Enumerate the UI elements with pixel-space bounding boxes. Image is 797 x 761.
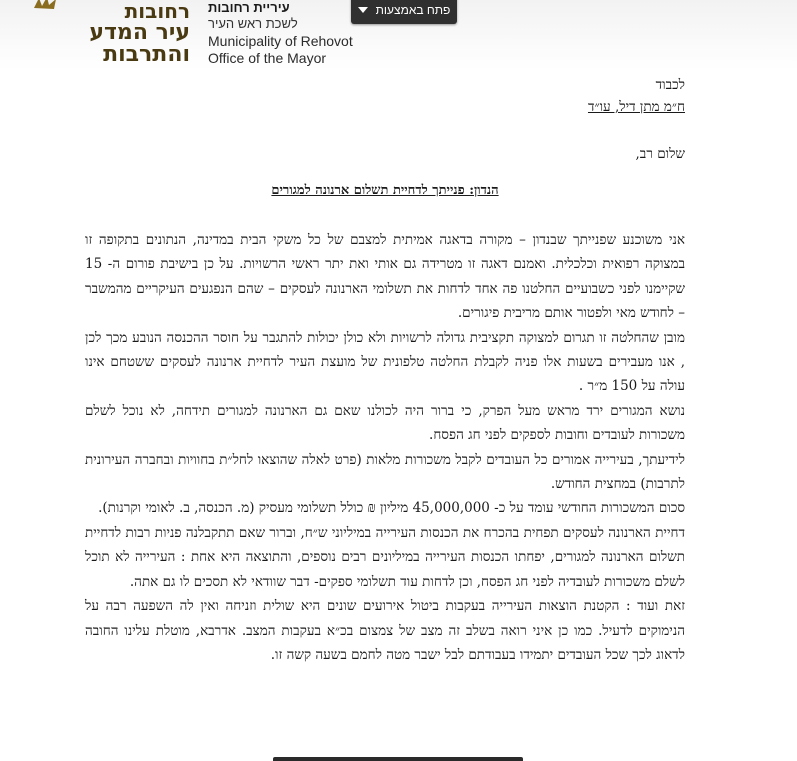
logo-emblem-icon <box>30 0 60 14</box>
viewer-toolbar-edge <box>273 757 523 761</box>
office-he-municipality: עיריית רחובות <box>208 0 290 15</box>
paragraph: נושא המגורים ירד מראש מעל הפרק, כי ברור היה לכולנו שאם גם הארנונה למגורים תידחה, לא נוכל לשלם משכורות לעובדים וחובות לספקים לפני חג הפסח. <box>85 402 685 444</box>
address-block <box>85 74 685 118</box>
open-with-button[interactable] <box>351 0 457 24</box>
office-en-municipality: Municipality of Rehovot <box>208 33 353 49</box>
letter-paragraphs <box>85 228 685 667</box>
paragraph: סכום המשכורות החודשי עומד על כ- 45,000,000 מיליון ₪ כולל תשלומי מעסיק (מ. הכנסה, ב. לאומי וקרנות). <box>98 500 685 517</box>
recipient-name: ח״מ מתן דיל, עו״ד <box>587 99 685 115</box>
paragraph: אני משוכנע שפנייתך שבנדון – מקורה בדאגה אמיתית למצבם של כל משקי הבית במדינה, הנתונים בתקופה זו במצוקה רפואית וכלכלית. ואמנם דאגה זו מטרידה גם אותי ואת יתר ראשי הרשויות. על כן בישיבת פורום ה- 15 שקיימנו לפני כשבועיים החלטנו פה אחד לדחות את תשלומי הארנונה לעסקים – שהם הנפגעים העיקריים מהמשבר – לחודש מאי ולפטור אותם מריבית פיגורים. <box>85 232 685 322</box>
office-he-mayor: לשכת ראש העיר <box>208 16 298 31</box>
paragraph: דחיית הארנונה לעסקים תפחית בהכרח את הכנסות העירייה במיליוני ש״ח, וברור שאם תתקבלנה פניות רבות לדחיית תשלום הארנונה למגורים, יפחתו הכנסות העירייה במיליונים רבים נוספים, והתוצאה היא אחת : העירייה לא תוכל לשלם משכורות לעובדיה לפני חג הפסח, וכן לדחות עוד תשלומי ספקים- דבר שוודאי לא תסכים לו גם אתה. <box>85 524 685 590</box>
logo-line-2: עיר המדע <box>89 20 190 45</box>
greeting: שלום רב, <box>635 146 685 162</box>
logo-line-3: והתרבות <box>103 42 190 67</box>
open-with-label: פתח באמצעות <box>375 3 451 17</box>
chevron-down-icon <box>358 7 368 13</box>
logo-line-1: רחובות <box>124 0 190 23</box>
to-label: לכבוד <box>655 77 685 93</box>
office-en-mayor: Office of the Mayor <box>208 50 327 66</box>
municipality-logo <box>28 0 190 70</box>
subject-line: הנדון: פנייתך לדחיית תשלום ארנונה למגורים <box>271 183 499 198</box>
letter-body <box>85 74 685 667</box>
paragraph: מובן שהחלטה זו תגרום למצוקה תקציבית גדולה לרשויות ולא כולן יכולות להתגבר על חוסר ההכנסה הנובע מכך לכן , אנו מעבירים בשעות אלו פניה לקבלת החלטה טלפונית של מועצת העיר לדחיית ארנונה לעסקים ששטחם אינו עולה על 150 מ״ר . <box>85 329 685 395</box>
paragraph: לידיעתך, בעירייה אמורים כל העובדים לקבל משכורות מלאות (פרט לאלה שהוצאו לחל״ת בחוויות ובחברה העירונית לתרבות) במחצית החודש. <box>85 451 685 493</box>
paragraph: זאת ועוד : הקטנת הוצאות העירייה בעקבות ביטול אירועים שונים היא שולית וזניחה ואין לה השפעה רבה על הנימוקים לדעיל. כמו כן איני רואה בשלב זה מצב של צמצום בכ״א בעקבות המצב. אדרבא, מוטלת עלינו החובה לדאוג לכך שכל העובדים יתמידו בעבודתם לבל ישבר מטה לחמם בשעה קשה זו. <box>85 598 685 663</box>
